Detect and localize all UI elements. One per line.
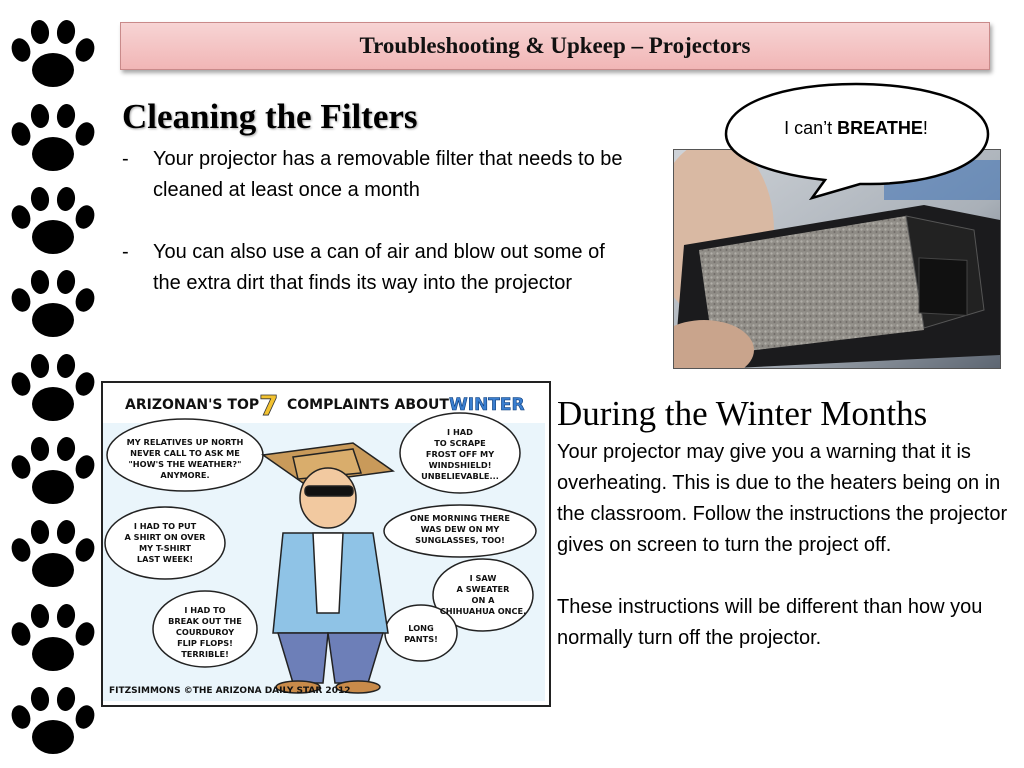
svg-text:UNBELIEVABLE...: UNBELIEVABLE... bbox=[421, 471, 499, 481]
winter-paragraph: These instructions will be different than how you normally turn off the projector. bbox=[557, 596, 983, 649]
slide-title-bar bbox=[120, 22, 990, 70]
svg-text:FLIP FLOPS!: FLIP FLOPS! bbox=[177, 638, 233, 648]
svg-text:ANYMORE.: ANYMORE. bbox=[160, 470, 210, 480]
svg-text:NEVER CALL TO ASK ME: NEVER CALL TO ASK ME bbox=[130, 448, 240, 458]
bullet-dash: - bbox=[122, 148, 129, 170]
svg-text:I HAD TO PUT: I HAD TO PUT bbox=[133, 521, 197, 531]
paw-print-icon bbox=[8, 685, 98, 763]
svg-text:A SWEATER: A SWEATER bbox=[456, 584, 510, 594]
speech-bubble-text: I can’t BREATHE! bbox=[784, 118, 928, 138]
cleaning-bullet bbox=[122, 144, 632, 206]
svg-text:I HAD TO: I HAD TO bbox=[184, 605, 226, 615]
svg-text:LAST WEEK!: LAST WEEK! bbox=[136, 554, 194, 564]
svg-text:ONE MORNING THERE: ONE MORNING THERE bbox=[410, 513, 510, 523]
svg-text:SUNGLASSES, TOO!: SUNGLASSES, TOO! bbox=[415, 535, 505, 545]
svg-text:PANTS!: PANTS! bbox=[404, 634, 438, 644]
paw-print-icon bbox=[8, 18, 98, 96]
svg-text:I SAW: I SAW bbox=[469, 573, 497, 583]
svg-text:WINTER: WINTER bbox=[449, 395, 525, 415]
svg-text:TERRIBLE!: TERRIBLE! bbox=[181, 649, 229, 659]
paw-print-icon bbox=[8, 435, 98, 513]
svg-text:ON A: ON A bbox=[471, 595, 495, 605]
bullet-dash: - bbox=[122, 241, 129, 263]
svg-text:I HAD: I HAD bbox=[447, 427, 473, 437]
svg-text:COURDUROY: COURDUROY bbox=[175, 627, 235, 637]
svg-text:"HOW'S THE WEATHER?": "HOW'S THE WEATHER?" bbox=[128, 459, 242, 469]
svg-text:A SHIRT ON OVER: A SHIRT ON OVER bbox=[124, 532, 206, 542]
paw-print-icon bbox=[8, 268, 98, 346]
paw-print-column bbox=[0, 0, 110, 768]
cleaning-bullet bbox=[122, 237, 632, 299]
slide-title: Troubleshooting & Upkeep – Projectors bbox=[359, 33, 751, 58]
svg-text:BREAK OUT THE: BREAK OUT THE bbox=[168, 616, 242, 626]
winter-paragraph: Your projector may give you a warning that it is overheating. This is due to the heaters being on in the classroom. Follow the instructions the projector gives on screen to turn the project off. bbox=[557, 441, 1008, 556]
cleaning-heading: Cleaning the Filters bbox=[122, 97, 418, 136]
svg-text:FITZSIMMONS ©THE ARIZONA DAILY: FITZSIMMONS ©THE ARIZONA DAILY STAR 2012 bbox=[109, 686, 351, 696]
paw-print-icon bbox=[8, 602, 98, 680]
paw-print-icon bbox=[8, 102, 98, 180]
svg-text:LONG: LONG bbox=[408, 623, 434, 633]
winter-heading: During the Winter Months bbox=[557, 394, 928, 433]
winter-complaints-cartoon bbox=[101, 381, 551, 707]
svg-text:WAS DEW ON MY: WAS DEW ON MY bbox=[420, 524, 500, 534]
paw-print-icon bbox=[8, 185, 98, 263]
svg-text:MY T-SHIRT: MY T-SHIRT bbox=[138, 543, 192, 553]
bullet-text: You can also use a can of air and blow out some of the extra dirt that finds its way into the projector bbox=[153, 241, 605, 294]
svg-text:FROST OFF MY: FROST OFF MY bbox=[425, 449, 495, 459]
svg-text:TO SCRAPE: TO SCRAPE bbox=[434, 438, 486, 448]
winter-body bbox=[557, 437, 1012, 685]
svg-text:7: 7 bbox=[259, 389, 279, 422]
svg-text:WINDSHIELD!: WINDSHIELD! bbox=[428, 460, 492, 470]
svg-text:ARIZONAN'S TOP: ARIZONAN'S TOP bbox=[125, 397, 260, 413]
cleaning-bullet-list bbox=[122, 144, 632, 330]
speech-bubble bbox=[720, 80, 992, 200]
paw-print-icon bbox=[8, 352, 98, 430]
paw-print-icon bbox=[8, 518, 98, 596]
svg-text:COMPLAINTS ABOUT: COMPLAINTS ABOUT bbox=[287, 397, 449, 413]
bullet-text: Your projector has a removable filter that needs to be cleaned at least once a month bbox=[153, 148, 623, 201]
svg-text:CHIHUAHUA ONCE.: CHIHUAHUA ONCE. bbox=[439, 606, 527, 616]
svg-text:MY RELATIVES UP NORTH: MY RELATIVES UP NORTH bbox=[126, 437, 244, 447]
